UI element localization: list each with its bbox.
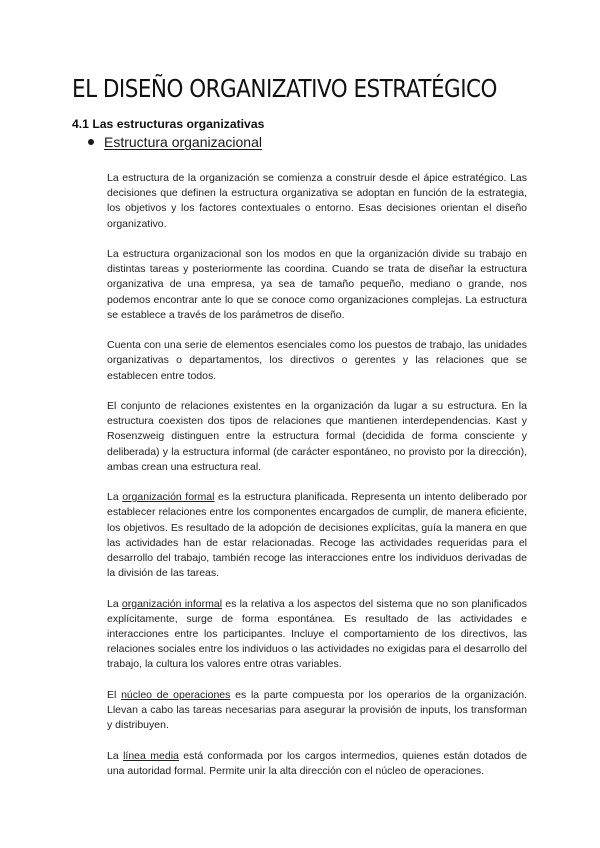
paragraph-8-lead: La: [107, 749, 124, 762]
bullet-dot-icon: [88, 139, 94, 145]
term-nucleo-operaciones: núcleo de operaciones: [121, 688, 231, 701]
paragraph-3: Cuenta con una serie de elementos esenciales como los puestos de trabajo, las unidades organizativas o departamentos, los directivos o gerentes y las relaciones que se establecen entre todos.: [107, 339, 527, 382]
paragraph-6-lead: La: [107, 597, 122, 610]
document-title: EL DISEÑO ORGANIZATIVO ESTRATÉGICO: [72, 74, 497, 103]
paragraph-5-lead: La: [107, 491, 123, 504]
bullet-item-label: Estructura organizacional: [104, 134, 262, 150]
paragraph-1: La estructura de la organización se comienza a construir desde el ápice estratégico. Las decisiones que definen la estructura organizativa se adoptan en función de la estrategia, los objetivos y los factores contextuales o entorno. Esas decisiones orientan el diseño organizativo.: [107, 172, 527, 230]
paragraph-6: [107, 597, 527, 673]
section-heading: 4.1 Las estructuras organizativas: [72, 117, 265, 131]
term-organizacion-informal: organización informal: [121, 597, 223, 610]
paragraph-6-text: es la relativa a los aspectos del sistema que no son planificados explícitamente, surge de forma espontánea. Es resultado de las actividades e interacciones entre los participantes. Incluye el comportamiento de los directivos, las relaciones sociales entre los individuos o las actividades no exigidas para el desarrollo del trabajo, la cultura los valores entre otras variables.: [107, 597, 527, 671]
paragraph-5: [107, 490, 527, 581]
paragraph-4: El conjunto de relaciones existentes en la organización da lugar a su estructura. En la estructura coexisten dos tipos de relaciones que mantienen interdependencias. Kast y Rosenzweig distinguen entre la estructura formal (decidida de forma consciente y deliberada) y la estructura informal (de carácter espontáneo, no provisto por la dirección), ambas crean una estructura real.: [107, 400, 527, 473]
term-organizacion-formal: organización formal: [122, 491, 215, 504]
paragraph-7-text: es la parte compuesta por los operarios de la organización. Llevan a cabo las tareas necesarias para asegurar la provisión de inputs, los transforman y distribuyen.: [107, 688, 527, 732]
paragraph-8: [107, 749, 527, 779]
bullet-item: [86, 134, 262, 150]
paragraph-5-text: es la estructura planificada. Representa un intento deliberado por establecer relaciones entre los componentes encargados de cumplir, de manera eficiente, los objetivos. Es resultado de la adopción de decisiones explícitas, guía la manera en que las actividades han de estar relacionadas. Recoge las actividades requeridas para el desarrollo del trabajo, también recoge las interacciones entre los individuos derivadas de la división de las tareas.: [107, 491, 527, 580]
paragraph-8-text: está conformada por los cargos intermedios, quienes están dotados de una autoridad formal. Permite unir la alta dirección con el núcleo de operaciones.: [107, 749, 527, 777]
paragraph-2: La estructura organizacional son los modos en que la organización divide su trabajo en distintas tareas y posteriormente las coordina. Cuando se trata de diseñar la estructura organizativa de una empresa, ya sea de tamaño pequeño, mediano o grande, nos podemos encontrar ante lo que se conoce como organizaciones complejas. La estructura se establece a través de los parámetros de diseño.: [107, 248, 527, 321]
paragraph-7: [107, 688, 527, 734]
term-linea-media: línea media: [123, 749, 179, 762]
body-text: [107, 171, 527, 794]
paragraph-7-lead: El: [107, 688, 122, 701]
